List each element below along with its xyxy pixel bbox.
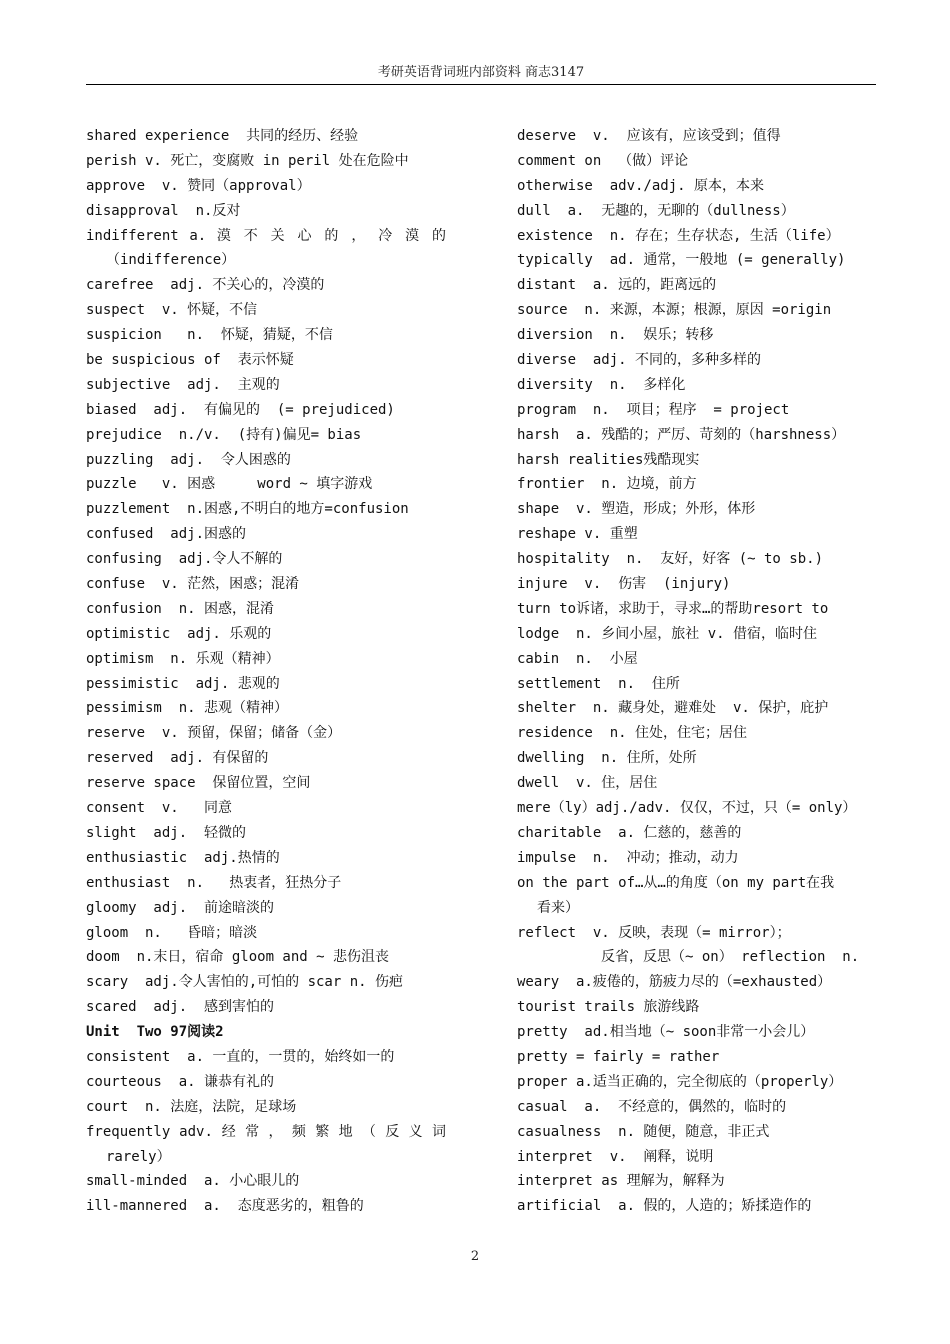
vocabulary-entry: pessimism n. 悲观（精神）: [86, 700, 289, 717]
vocabulary-entry: impulse n. 冲动；推动，动力: [517, 849, 739, 866]
vocabulary-entry: confusing adj.令人不解的: [86, 551, 283, 568]
vocabulary-entry: harsh a. 残酷的；严厉、苛刻的（harshness）: [517, 426, 846, 443]
vocabulary-entry: casualness n. 随便，随意，非正式: [517, 1123, 770, 1140]
vocabulary-entry: consistent a. 一直的，一贯的，始终如一的: [86, 1048, 395, 1065]
vocabulary-entry: pretty ad.相当地（~ soon非常一小会儿）: [517, 1024, 815, 1041]
vocabulary-entry: be suspicious of 表示怀疑: [86, 352, 294, 369]
vocabulary-entry: injure v. 伤害 (injury): [517, 576, 731, 593]
vocabulary-entry: existence n. 存在；生存状态, 生活（life）: [517, 227, 840, 244]
vocabulary-entry: harsh realities残酷现实: [517, 451, 700, 468]
vocabulary-entry: biased adj. 有偏见的 (= prejudiced): [86, 401, 395, 418]
vocabulary-entry: pretty = fairly = rather: [517, 1048, 720, 1065]
vocabulary-entry: approve v. 赞同（approval）: [86, 177, 311, 194]
vocabulary-entry: puzzle v. 困惑 word ~ 填字游戏: [86, 476, 373, 493]
vocabulary-entry: otherwise adv./adj. 原本，本来: [517, 177, 765, 194]
vocabulary-entry: comment on （做）评论: [517, 152, 689, 169]
vocabulary-entry: shape v. 塑造，形成；外形，体形: [517, 501, 756, 518]
vocabulary-entry: 反省，反思（~ on） reflection n.: [601, 949, 860, 966]
vocabulary-entry: lodge n. 乡间小屋，旅社 v. 借宿，临时住: [517, 625, 818, 642]
vocabulary-entry: doom n.末日，宿命 gloom and ~ 悲伤沮丧: [86, 949, 390, 966]
vocabulary-entry: Unit Two 97阅读2: [86, 1024, 224, 1041]
vocabulary-entry: program n. 项目；程序 = project: [517, 401, 790, 418]
vocabulary-entry: cabin n. 小屋: [517, 650, 638, 667]
vocabulary-entry: enthusiast n. 热衷者，狂热分子: [86, 874, 342, 891]
vocabulary-entry: courteous a. 谦恭有礼的: [86, 1073, 275, 1090]
vocabulary-entry: settlement n. 住所: [517, 675, 680, 692]
vocabulary-entry: turn to诉诸，求助于，寻求…的帮助resort to: [517, 600, 829, 617]
vocabulary-entry: dwelling n. 住所，处所: [517, 750, 697, 767]
vocabulary-entry: charitable a. 仁慈的，慈善的: [517, 824, 742, 841]
vocabulary-entry: confused adj.困惑的: [86, 526, 247, 543]
vocabulary-entry: （indifference）: [106, 252, 236, 269]
vocabulary-entry: slight adj. 轻微的: [86, 824, 247, 841]
vocabulary-entry: scared adj. 感到害怕的: [86, 999, 275, 1016]
vocabulary-entry: reserve v. 预留，保留；储备（金）: [86, 725, 342, 742]
vocabulary-entry: carefree adj. 不关心的，冷漠的: [86, 277, 325, 294]
vocabulary-entry: frontier n. 边境，前方: [517, 476, 697, 493]
vocabulary-entry: perish v. 死亡，变腐败 in peril 处在危险中: [86, 152, 409, 169]
vocabulary-entry: deserve v. 应该有，应该受到；值得: [517, 128, 781, 144]
vocabulary-entry: indifferent a. 漠 不 关 心 的 ， 冷 漠 的: [86, 227, 446, 244]
vocabulary-entry: source n. 来源，本源；根源，原因 =origin: [517, 302, 832, 319]
vocabulary-entry: enthusiastic adj.热情的: [86, 849, 280, 866]
vocabulary-entry: frequently adv. 经 常 ， 频 繁 地 （ 反 义 词: [86, 1123, 446, 1140]
page-number: 2: [470, 1249, 480, 1264]
vocabulary-entry: confusion n. 困惑，混淆: [86, 600, 275, 617]
vocabulary-entry: interpret as 理解为，解释为: [517, 1173, 725, 1190]
vocabulary-entry: mere（ly）adj./adv. 仅仅，不过，只（= only）: [517, 800, 857, 817]
vocabulary-entry: hospitality n. 友好，好客 (~ to sb.): [517, 551, 824, 568]
page-header: [86, 62, 876, 85]
vocabulary-column-left: [86, 124, 446, 1219]
vocabulary-entry: residence n. 住处，住宅；居住: [517, 725, 748, 742]
vocabulary-entry: small-minded a. 小心眼儿的: [86, 1173, 300, 1190]
vocabulary-entry: reshape v. 重塑: [517, 526, 638, 543]
vocabulary-entry: diversity n. 多样化: [517, 376, 686, 393]
vocabulary-entry: proper a.适当正确的，完全彻底的（properly）: [517, 1073, 843, 1090]
vocabulary-entry: disapproval n.反对: [86, 202, 241, 219]
vocabulary-entry: suspect v. 怀疑，不信: [86, 302, 258, 319]
vocabulary-entry: reflect v. 反映，表现（= mirror）；: [517, 924, 791, 941]
vocabulary-entry: weary a.疲倦的，筋疲力尽的（=exhausted）: [517, 974, 832, 991]
vocabulary-entry: gloomy adj. 前途暗淡的: [86, 899, 275, 916]
vocabulary-entry: rarely）: [106, 1148, 171, 1165]
vocabulary-entry: optimism n. 乐观（精神）: [86, 650, 280, 667]
vocabulary-entry: optimistic adj. 乐观的: [86, 625, 272, 642]
vocabulary-entry: diverse adj. 不同的，多种多样的: [517, 352, 762, 369]
vocabulary-entry: dwell v. 住，居住: [517, 775, 658, 792]
vocabulary-entry: 看来）: [537, 899, 579, 916]
vocabulary-entry: shelter n. 藏身处，避难处 v. 保护，庇护: [517, 700, 829, 717]
vocabulary-entry: consent v. 同意: [86, 800, 233, 817]
vocabulary-entry: casual a. 不经意的，偶然的，临时的: [517, 1098, 787, 1115]
vocabulary-entry: reserve space 保留位置，空间: [86, 775, 311, 792]
vocabulary-entry: subjective adj. 主观的: [86, 376, 280, 393]
vocabulary-entry: diversion n. 娱乐；转移: [517, 327, 714, 344]
vocabulary-entry: shared experience 共同的经历、经验: [86, 128, 359, 144]
vocabulary-entry: interpret v. 阐释，说明: [517, 1148, 714, 1165]
vocabulary-entry: puzzling adj. 令人困惑的: [86, 451, 291, 468]
vocabulary-entry: confuse v. 茫然，困惑；混淆: [86, 576, 300, 593]
vocabulary-entry: gloom n. 昏暗；暗淡: [86, 924, 258, 941]
vocabulary-entry: typically ad. 通常，一般地 (= generally): [517, 252, 846, 269]
vocabulary-entry: scary adj.令人害怕的,可怕的 scar n. 伤疤: [86, 974, 404, 991]
vocabulary-entry: pessimistic adj. 悲观的: [86, 675, 280, 692]
vocabulary-entry: suspicion n. 怀疑，猜疑，不信: [86, 327, 333, 344]
vocabulary-entry: prejudice n./v. (持有)偏见= bias: [86, 426, 362, 443]
vocabulary-entry: artificial a. 假的，人造的；矫揉造作的: [517, 1198, 812, 1215]
vocabulary-entry: ill-mannered a. 态度恶劣的，粗鲁的: [86, 1198, 364, 1215]
vocabulary-entry: reserved adj. 有保留的: [86, 750, 269, 767]
vocabulary-entry: puzzlement n.困惑,不明白的地方=confusion: [86, 501, 409, 518]
vocabulary-entry: court n. 法庭，法院，足球场: [86, 1098, 297, 1115]
vocabulary-entry: dull a. 无趣的，无聊的（dullness）: [517, 202, 795, 219]
header-title: 考研英语背词班内部资料 商志3147: [377, 65, 585, 80]
vocabulary-entry: distant a. 远的，距离远的: [517, 277, 717, 294]
vocabulary-entry: tourist trails 旅游线路: [517, 999, 700, 1016]
vocabulary-entry: on the part of…从…的角度（on my part在我: [517, 874, 835, 891]
vocabulary-column-right: [517, 124, 879, 1219]
